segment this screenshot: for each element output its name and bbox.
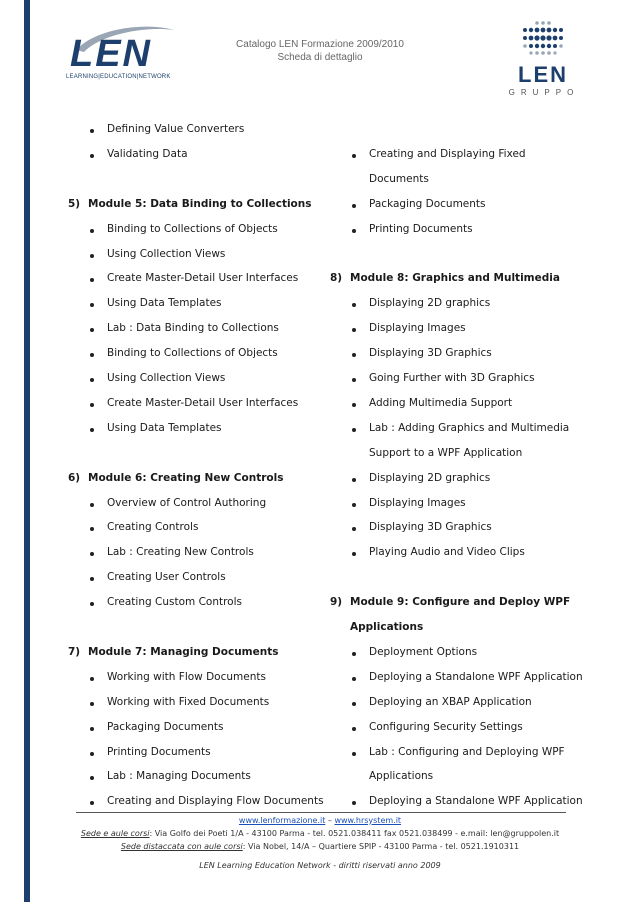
footer-address-secondary bbox=[40, 842, 600, 851]
bullet-marker bbox=[352, 677, 356, 681]
bullet-marker bbox=[90, 154, 94, 158]
bullet-marker bbox=[352, 752, 356, 756]
footer-rights-text: LEN Learning Education Network - diritti riservati anno 2009 bbox=[199, 861, 441, 870]
module-heading: Module 6: Creating New Controls bbox=[88, 471, 284, 484]
bullet-marker bbox=[90, 254, 94, 258]
bullet-marker bbox=[352, 378, 356, 382]
bullet-marker bbox=[90, 428, 94, 432]
list-item: Displaying 2D graphics bbox=[369, 471, 491, 484]
bullet-marker bbox=[352, 403, 356, 407]
list-item: Lab : Data Binding to Collections bbox=[107, 322, 279, 335]
list-item: Deploying an XBAP Application bbox=[369, 695, 532, 708]
len-gruppo-logo bbox=[508, 18, 578, 100]
module-number: 7) bbox=[68, 645, 81, 658]
list-item: Deploying a Standalone WPF Application bbox=[369, 670, 583, 683]
module-heading: Module 8: Graphics and Multimedia bbox=[350, 272, 560, 285]
list-item: Packaging Documents bbox=[369, 197, 486, 210]
catalog-title: Catalogo LEN Formazione 2009/2010 bbox=[236, 39, 404, 50]
list-item: Deploying a Standalone WPF Application bbox=[369, 795, 583, 808]
bullet-marker bbox=[90, 378, 94, 382]
list-item: Creating and Displaying Flow Documents bbox=[107, 795, 324, 808]
module-heading: Module 9: Configure and Deploy WPF bbox=[350, 596, 571, 609]
bullet-marker bbox=[90, 527, 94, 531]
list-item: Lab : Creating New Controls bbox=[107, 546, 254, 559]
bullet-marker bbox=[90, 577, 94, 581]
page-header bbox=[200, 38, 440, 64]
list-item: Packaging Documents bbox=[107, 720, 224, 733]
list-item-cont: Documents bbox=[369, 172, 429, 185]
list-item: Printing Documents bbox=[107, 745, 211, 758]
footer-address-main bbox=[40, 829, 600, 838]
bullet-marker bbox=[352, 801, 356, 805]
list-item: Lab : Adding Graphics and Multimedia bbox=[369, 421, 570, 434]
footer-address-secondary-label: Sede distaccata con aule corsi bbox=[120, 842, 243, 851]
list-item: Lab : Configuring and Deploying WPF bbox=[369, 745, 565, 758]
bullet-marker bbox=[352, 303, 356, 307]
bullet-marker bbox=[90, 403, 94, 407]
bullet-marker bbox=[90, 752, 94, 756]
list-item: Create Master-Detail User Interfaces bbox=[107, 272, 299, 285]
list-item: Going Further with 3D Graphics bbox=[369, 372, 535, 384]
list-item: Creating User Controls bbox=[107, 571, 226, 584]
list-item: Create Master-Detail User Interfaces bbox=[107, 396, 299, 409]
list-item: Using Collection Views bbox=[107, 247, 226, 260]
bullet-marker bbox=[352, 503, 356, 507]
bullet-marker bbox=[90, 303, 94, 307]
list-item: Deployment Options bbox=[369, 645, 478, 658]
footer-divider bbox=[76, 812, 566, 813]
module-number: 5) bbox=[68, 197, 81, 210]
gruppo-label: GRUPPO bbox=[508, 88, 580, 97]
module-number: 6) bbox=[68, 471, 81, 484]
page-left-bar bbox=[24, 0, 30, 902]
len-logo-graphic bbox=[66, 20, 180, 72]
bullet-marker bbox=[90, 776, 94, 780]
list-item: Creating Controls bbox=[107, 521, 199, 534]
link-hrsystem[interactable]: www.hrsystem.it bbox=[334, 816, 402, 825]
list-item-cont: Support to a WPF Application bbox=[369, 446, 523, 459]
bullet-marker bbox=[90, 552, 94, 556]
footer-rights bbox=[40, 861, 600, 870]
catalog-subtitle: Scheda di dettaglio bbox=[277, 52, 363, 63]
module-heading: Module 5: Data Binding to Collections bbox=[88, 197, 312, 210]
footer-links bbox=[40, 816, 600, 825]
footer-address-main-label: Sede e aule corsi bbox=[80, 829, 150, 838]
module-number: 9) bbox=[330, 596, 343, 609]
list-item: Configuring Security Settings bbox=[369, 720, 523, 733]
len-logo-text: LEN bbox=[70, 33, 152, 72]
footer-sep: – bbox=[325, 816, 335, 825]
bullet-marker bbox=[352, 702, 356, 706]
list-item: Displaying Images bbox=[369, 496, 466, 509]
bullet-marker bbox=[90, 353, 94, 357]
bullet-marker bbox=[352, 204, 356, 208]
bullet-marker bbox=[352, 727, 356, 731]
bullet-marker bbox=[90, 129, 94, 133]
bullet-marker bbox=[352, 552, 356, 556]
bullet-marker bbox=[352, 527, 356, 531]
footer-address-secondary-text: : Via Nobel, 14/A – Quartiere SPIP - 43100 Parma - tel. 0521.1910311 bbox=[242, 842, 520, 851]
bullet-marker bbox=[90, 677, 94, 681]
list-item: Binding to Collections of Objects bbox=[107, 347, 278, 360]
bullet-marker bbox=[90, 328, 94, 332]
list-item: Creating and Displaying Fixed bbox=[369, 147, 526, 160]
bullet-marker bbox=[352, 478, 356, 482]
list-item: Creating Custom Controls bbox=[107, 596, 242, 609]
list-item: Displaying 3D Graphics bbox=[369, 347, 492, 360]
footer-address-main-text: : Via Golfo dei Poeti 1/A - 43100 Parma - tel. 0521.038411 fax 0521.038499 - e.mail: len@gruppolen.it bbox=[149, 829, 560, 838]
bullet-marker bbox=[90, 602, 94, 606]
list-item: Displaying 3D Graphics bbox=[369, 521, 492, 534]
list-item: Binding to Collections of Objects bbox=[107, 222, 278, 235]
len-tagline: LEARNING|EDUCATION|NETWORK bbox=[66, 74, 171, 80]
list-item: Printing Documents bbox=[369, 222, 473, 235]
bullet-marker bbox=[90, 727, 94, 731]
module-number: 8) bbox=[330, 272, 343, 285]
module-heading: Module 7: Managing Documents bbox=[88, 645, 279, 658]
list-item: Overview of Control Authoring bbox=[107, 496, 267, 509]
list-item-cont: Applications bbox=[369, 770, 434, 783]
bullet-marker bbox=[90, 278, 94, 282]
bullet-marker bbox=[90, 801, 94, 805]
list-item: Displaying 2D graphics bbox=[369, 297, 491, 310]
list-item: Using Data Templates bbox=[107, 421, 222, 434]
bullet-marker bbox=[90, 229, 94, 233]
bullet-marker bbox=[90, 702, 94, 706]
list-item: Working with Fixed Documents bbox=[107, 695, 270, 708]
list-item: Adding Multimedia Support bbox=[369, 396, 513, 409]
bullet-marker bbox=[90, 503, 94, 507]
len-logo bbox=[66, 20, 180, 80]
bullet-marker bbox=[352, 652, 356, 656]
list-item: Using Collection Views bbox=[107, 372, 226, 384]
list-item: Displaying Images bbox=[369, 322, 466, 335]
list-item: Playing Audio and Video Clips bbox=[369, 546, 525, 559]
bullet-marker bbox=[352, 353, 356, 357]
bullet-marker bbox=[352, 154, 356, 158]
dots-logo-graphic bbox=[508, 18, 578, 84]
len-right-text: LEN bbox=[518, 62, 568, 84]
bullet-marker bbox=[352, 428, 356, 432]
bullet-marker bbox=[352, 229, 356, 233]
list-item: Validating Data bbox=[107, 147, 188, 160]
list-item: Defining Value Converters bbox=[107, 123, 245, 135]
bullet-marker bbox=[352, 328, 356, 332]
list-item: Working with Flow Documents bbox=[107, 670, 266, 683]
list-item: Using Data Templates bbox=[107, 297, 222, 310]
module-heading-cont: Applications bbox=[350, 621, 424, 633]
list-item: Lab : Managing Documents bbox=[107, 770, 251, 783]
link-lenformazione[interactable]: www.lenformazione.it bbox=[238, 816, 326, 825]
